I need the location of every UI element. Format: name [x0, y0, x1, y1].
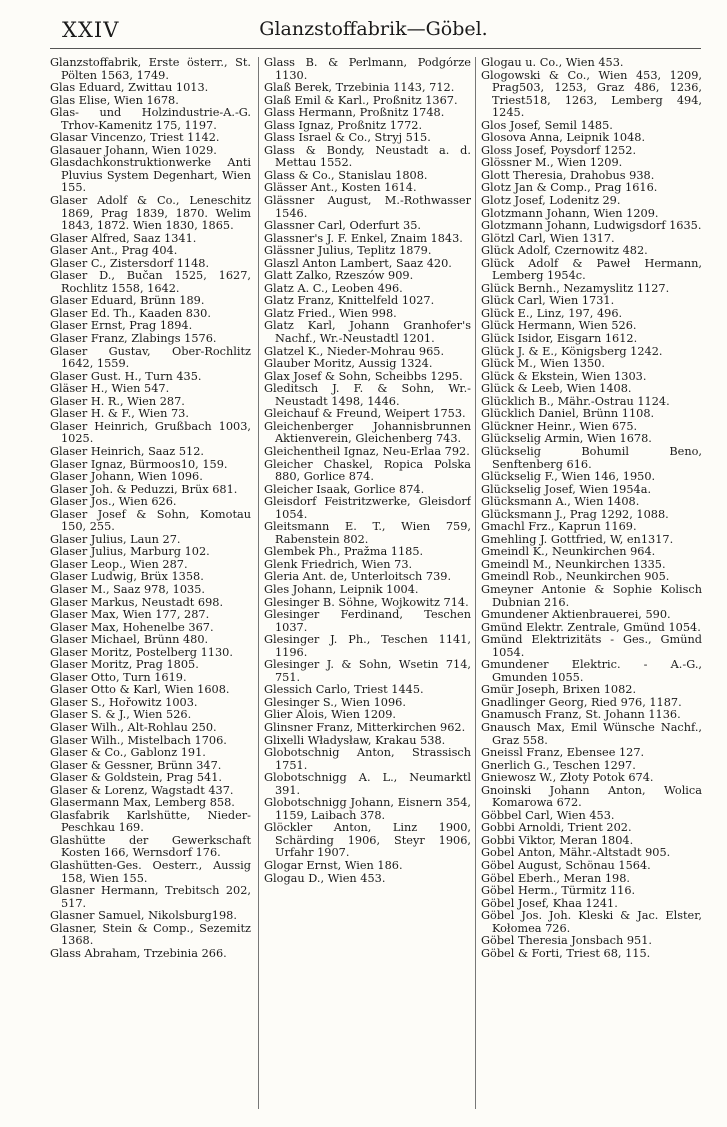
directory-entry: Glasner Samuel, Nikolsburg198.	[50, 909, 237, 923]
directory-entry: Glück Adolf, Czernowitz 482.	[481, 244, 648, 258]
directory-entry: Glückselig Bohumil Beno, Senftenberg 616.	[481, 444, 702, 471]
directory-entry: Glesinger B. Söhne, Wojkowitz 714.	[264, 595, 469, 609]
directory-entry: Glaser D., Bučan 1525, 1627, Rochlitz 1558, 1642.	[50, 269, 251, 295]
directory-entry: Glass Ignaz, Proßnitz 1772.	[264, 118, 423, 132]
directory-entry: Göbbel Carl, Wien 453.	[481, 808, 615, 822]
directory-entry: Gnausch Max, Emil Wünsche Nachf., Graz 558.	[481, 720, 702, 747]
directory-entry: Glaser S. & J., Wien 526.	[50, 708, 192, 722]
directory-entry: Glaser & Goldstein, Prag 541.	[50, 771, 222, 785]
directory-entry: Glaser Jos., Wien 626.	[50, 495, 177, 509]
column-3	[481, 57, 702, 1111]
directory-entry: Glasner, Stein & Comp., Sezemitz 1368.	[50, 921, 251, 948]
directory-entry: Glatzel K., Nieder-Mohrau 965.	[264, 344, 445, 358]
directory-entry: Glass B. & Perlmann, Podgórze 1130.	[264, 57, 471, 82]
directory-entry: Gniewosz W., Złoty Potok 674.	[481, 771, 654, 785]
directory-entry: Glaser Wilh., Alt-Rohlau 250.	[50, 720, 217, 734]
directory-entry: Glatt Zalko, Rzeszów 909.	[264, 269, 414, 283]
directory-entry: Glaser H. R., Wien 287.	[50, 394, 185, 408]
directory-entry: Glos Josef, Semil 1485.	[481, 118, 613, 132]
directory-entry: Glaser H. & F., Wien 73.	[50, 407, 189, 421]
directory-entry: Gmeyner Antonie & Sophie Kolisch Dubnian 216.	[481, 582, 702, 609]
directory-entry: Glasner Hermann, Trebitsch 202, 517.	[50, 884, 251, 910]
directory-entry: Gmundener Elektric. - A.-G., Gmunden 1055.	[481, 658, 702, 684]
directory-entry: Glaser & Lorenz, Wagstadt 437.	[50, 783, 234, 797]
directory-entry: Glasfabrik Karlshütte, Nieder-Peschkau 169.	[50, 808, 251, 835]
directory-entry: Glas Elise, Wien 1678.	[50, 93, 179, 107]
column-1	[50, 57, 251, 1111]
directory-entry: Glücklich Daniel, Brünn 1108.	[481, 407, 655, 421]
directory-entry: Glück J. & E., Königsberg 1242.	[481, 344, 663, 358]
directory-entry: Glesinger Ferdinand, Teschen 1037.	[264, 608, 471, 634]
directory-entry: Glaser Julius, Marburg 102.	[50, 545, 210, 559]
directory-entry: Glotzmann Johann, Ludwigsdorf 1635.	[481, 219, 702, 233]
directory-entry: Glässner August, M.-Rothwasser 1546.	[264, 194, 471, 220]
directory-entry: Glück & Leeb, Wien 1408.	[481, 382, 632, 396]
directory-entry: Glaser C., Zistersdorf 1148.	[50, 256, 210, 270]
directory-entry: Gmünd Elektrizitäts - Ges., Gmünd 1054.	[481, 633, 702, 659]
directory-entry: Glesinger J. & Sohn, Wsetin 714, 751.	[264, 658, 471, 684]
directory-entry: Gobbi Viktor, Meran 1804.	[481, 833, 634, 847]
directory-entry: Glaser Heinrich, Grußbach 1003, 1025.	[50, 419, 251, 446]
directory-entry: Glembek Ph., Pražma 1185.	[264, 545, 424, 559]
directory-entry: Glück & Ekstein, Wien 1303.	[481, 369, 647, 383]
page-header	[50, 14, 697, 44]
directory-entry: Glöckler Anton, Linz 1900, Schärding 1906, Steyr 1906, Urfahr 1907.	[264, 821, 471, 860]
directory-entry: Gleria Ant. de, Unterloitsch 739.	[264, 570, 452, 584]
directory-entry: Glaser Josef & Sohn, Komotau 150, 255.	[50, 507, 251, 534]
directory-entry: Gmeindl M., Neunkirchen 1335.	[481, 557, 666, 571]
directory-entry: Gmeindl Rob., Neunkirchen 905.	[481, 570, 670, 584]
directory-entry: Glotz Josef, Lodenitz 29.	[481, 194, 621, 208]
directory-entry: Gmür Joseph, Brixen 1082.	[481, 683, 637, 697]
directory-entry: Göbel Jos. Joh. Kleski & Jac. Elster, Kołomea 726.	[481, 909, 702, 935]
directory-entry: Glatz Franz, Knittelfeld 1027.	[264, 294, 435, 308]
directory-entry: Gmachl Frz., Kaprun 1169.	[481, 520, 637, 534]
directory-entry: Glaser Joh. & Peduzzi, Brüx 681.	[50, 482, 238, 496]
directory-entry: Glatz A. C., Leoben 496.	[264, 281, 403, 295]
directory-entry: Glaser Max, Wien 177, 287.	[50, 608, 210, 622]
directory-entry: Glas Eduard, Zwittau 1013.	[50, 81, 209, 95]
directory-entry: Göbel Eberh., Meran 198.	[481, 871, 630, 885]
directory-entry: Gnerlich G., Teschen 1297.	[481, 758, 636, 772]
directory-entry: Glogowski & Co., Wien 453, 1209, Prag503, 1253, Graz 486, 1236, Triest518, 1263, Lemberg 494, 1245.	[481, 68, 702, 120]
directory-entry: Globotschnig Anton, Strassisch 1751.	[264, 746, 471, 772]
directory-entry: Gmünd Elektr. Zentrale, Gmünd 1054.	[481, 620, 701, 634]
column-2	[264, 57, 471, 1111]
directory-entry: Gleditsch J. F. & Sohn, Wr.-Neustadt 1498, 1446.	[264, 382, 471, 408]
directory-entry: Gloss Josef, Poysdorf 1252.	[481, 143, 637, 157]
directory-entry: Glaser Michael, Brünn 480.	[50, 633, 209, 647]
directory-entry: Gleichenberger Johannisbrunnen Aktienverein, Gleichenberg 743.	[264, 419, 471, 446]
directory-entry: Glaser Johann, Wien 1096.	[50, 470, 203, 484]
directory-entry: Glatz Karl, Johann Granhofer's Nachf., Wr.-Neustadtl 1201.	[264, 319, 471, 346]
directory-entry: Glücklich B., Mähr.-Ostrau 1124.	[481, 394, 670, 408]
directory-entry: Glössner M., Wien 1209.	[481, 156, 623, 170]
directory-entry: Glotz Jan & Comp., Prag 1616.	[481, 181, 658, 195]
directory-entry: Glott Theresia, Drahobus 938.	[481, 168, 655, 182]
directory-entry: Glesinger J. Ph., Teschen 1141, 1196.	[264, 633, 471, 659]
directory-entry: Glückselig F., Wien 146, 1950.	[481, 470, 656, 484]
directory-entry: Glück M., Wien 1350.	[481, 357, 605, 371]
directory-entry: Gneissl Franz, Ebensee 127.	[481, 746, 645, 760]
directory-entry: Glässer Ant., Kosten 1614.	[264, 181, 417, 195]
directory-entry: Glaser Markus, Neustadt 698.	[50, 595, 224, 609]
directory-entry: Glücksmann A., Wien 1408.	[481, 495, 640, 509]
directory-entry: Glaser Otto & Karl, Wien 1608.	[50, 683, 230, 697]
directory-entry: Gnadlinger Georg, Ried 976, 1187.	[481, 695, 682, 709]
directory-entry: Glaser Julius, Laun 27.	[50, 532, 181, 546]
directory-entry: Globotschnigg Johann, Eisnern 354, 1159, Laibach 378.	[264, 796, 471, 822]
directory-entry: Glaser Gust. H., Turn 435.	[50, 369, 202, 383]
directory-entry: Glaser Ludwig, Brüx 1358.	[50, 570, 204, 584]
directory-entry: Glück Carl, Wien 1731.	[481, 294, 615, 308]
directory-entry: Glaser Moritz, Postelberg 1130.	[50, 645, 233, 659]
directory-entry: Glashütte der Gewerkschaft Kosten 166, Wernsdorf 176.	[50, 833, 251, 860]
directory-entry: Glinsner Franz, Mitterkirchen 962.	[264, 720, 466, 734]
directory-entry: Gleitsmann E. T., Wien 759, Rabenstein 802.	[264, 520, 471, 546]
directory-entry: Glückselig Armin, Wien 1678.	[481, 432, 652, 446]
directory-entry: Glass Hermann, Proßnitz 1748.	[264, 106, 445, 120]
running-title: Glanzstoffabrik—Göbel.	[259, 18, 488, 40]
directory-entry: Glax Josef & Sohn, Scheibbs 1295.	[264, 369, 463, 383]
directory-entry: Glatz Fried., Wien 998.	[264, 306, 397, 320]
directory-entry: Glasermann Max, Lemberg 858.	[50, 796, 235, 810]
directory-entry: Glässner Julius, Teplitz 1879.	[264, 244, 432, 258]
directory-entry: Glassner's J. F. Enkel, Znaim 1843.	[264, 231, 463, 245]
directory-entry: Glück E., Linz, 197, 496.	[481, 306, 623, 320]
directory-entry: Glaser & Gessner, Brünn 347.	[50, 758, 222, 772]
directory-entry: Glück Hermann, Wien 526.	[481, 319, 637, 333]
directory-entry: Glaser Ant., Prag 404.	[50, 244, 178, 258]
directory-entry: Glass Israel & Co., Stryj 515.	[264, 131, 431, 145]
directory-entry: Glück Adolf & Paweł Hermann, Lemberg 1954c.	[481, 256, 702, 283]
directory-entry: Glogau D., Wien 453.	[264, 871, 386, 885]
directory-entry: Glaser S., Hořowitz 1003.	[50, 695, 198, 709]
directory-entry: Glesinger S., Wien 1096.	[264, 695, 406, 709]
directory-entry: Glanzstoffabrik, Erste österr., St. Pölten 1563, 1749.	[50, 57, 251, 82]
directory-entry: Glaser Max, Hohenelbe 367.	[50, 620, 214, 634]
directory-entry: Glass Abraham, Trzebinia 266.	[50, 946, 227, 960]
directory-entry: Glaser M., Saaz 978, 1035.	[50, 582, 206, 596]
directory-entry: Glaser & Co., Gablonz 191.	[50, 746, 206, 760]
directory-entry: Globotschnigg A. L., Neumarktl 391.	[264, 771, 471, 797]
directory-entry: Glaser Ernst, Prag 1894.	[50, 319, 193, 333]
directory-entry: Glaser Wilh., Mistelbach 1706.	[50, 733, 227, 747]
directory-entry: Glogau u. Co., Wien 453.	[481, 57, 624, 69]
directory-entry: Glixelli Władysław, Krakau 538.	[264, 733, 446, 747]
directory-entry: Gobbi Arnoldi, Trient 202.	[481, 821, 632, 835]
directory-entry: Glashütten-Ges. Oesterr., Aussig 158, Wien 155.	[50, 859, 251, 885]
directory-entry: Glogar Ernst, Wien 186.	[264, 859, 403, 872]
directory-entry: Glier Alois, Wien 1209.	[264, 708, 397, 722]
directory-entry: Göbel August, Schönau 1564.	[481, 859, 651, 872]
directory-entry: Glaser Moritz, Prag 1805.	[50, 658, 199, 672]
directory-entry: Glenk Friedrich, Wien 73.	[264, 557, 413, 571]
directory-entry: Glückner Heinr., Wien 675.	[481, 419, 638, 433]
directory-entry: Gleichentheil Ignaz, Neu-Erlaa 792.	[264, 444, 470, 458]
directory-entry: Glaser Eduard, Brünn 189.	[50, 294, 205, 308]
directory-entry: Glass & Co., Stanislau 1808.	[264, 168, 428, 182]
column-divider	[475, 57, 476, 1109]
column-divider	[258, 57, 259, 1109]
directory-entry: Gleicher Isaak, Gorlice 874.	[264, 482, 425, 496]
directory-entry: Gmeindl K., Neunkirchen 964.	[481, 545, 656, 559]
directory-entry: Göbel & Forti, Triest 68, 115.	[481, 946, 651, 960]
directory-entry: Glas- und Holzindustrie-A.-G. Trhov-Kamenitz 175, 1197.	[50, 106, 251, 132]
directory-entry: Glaser Leop., Wien 287.	[50, 557, 188, 571]
directory-entry: Gobel Anton, Mähr.-Altstadt 905.	[481, 846, 671, 860]
directory-entry: Göbel Theresia Jonsbach 951.	[481, 934, 652, 948]
directory-entry: Glass & Bondy, Neustadt a. d. Mettau 1552.	[264, 143, 471, 170]
directory-entry: Glaser Gustav, Ober-Rochlitz 1642, 1559.	[50, 344, 251, 371]
directory-entry: Glaser Ignaz, Bürmoos10, 159.	[50, 457, 228, 471]
directory-entry: Glotzmann Johann, Wien 1209.	[481, 206, 659, 220]
directory-entry: Gleichauf & Freund, Weipert 1753.	[264, 407, 466, 421]
directory-entry: Gleisdorf Feistritzwerke, Gleisdorf 1054.	[264, 495, 471, 521]
directory-entry: Glauber Moritz, Aussig 1324.	[264, 357, 433, 371]
directory-entry: Glasauer Johann, Wien 1029.	[50, 143, 217, 157]
directory-entry: Glosova Anna, Leipnik 1048.	[481, 131, 646, 145]
directory-entry: Gles Johann, Leipnik 1004.	[264, 582, 419, 596]
directory-entry: Glaß Emil & Karl., Proßnitz 1367.	[264, 93, 458, 107]
directory-entry: Gleicher Chaskel, Ropica Polska 880, Gorlice 874.	[264, 457, 471, 484]
directory-entry: Glaser Heinrich, Saaz 512.	[50, 444, 204, 458]
directory-entry: Glasar Vincenzo, Triest 1142.	[50, 131, 220, 145]
directory-entry: Gmundener Aktienbrauerei, 590.	[481, 608, 671, 622]
directory-entry: Glaser Otto, Turn 1619.	[50, 670, 187, 684]
directory-entry: Göbel Herm., Türmitz 116.	[481, 884, 636, 898]
directory-entry: Glaser Franz, Zlabings 1576.	[50, 332, 217, 346]
directory-entry: Glaser Alfred, Saaz 1341.	[50, 231, 197, 245]
directory-entry: Gläser H., Wien 547.	[50, 382, 170, 396]
directory-entry: Glassner Carl, Oderfurt 35.	[264, 219, 422, 233]
header-rule	[50, 48, 701, 49]
directory-entry: Göbel Josef, Khaa 1241.	[481, 896, 618, 910]
directory-entry: Gmehling J. Gottfried, W, en1317.	[481, 532, 674, 546]
directory-entry: Glück Bernh., Nezamyslitz 1127.	[481, 281, 670, 295]
page-number: XXIV	[62, 18, 120, 42]
directory-entry: Glasdachkonstruktionwerke Anti Pluvius System Degenhart, Wien 155.	[50, 156, 251, 195]
directory-entry: Glückselig Josef, Wien 1954a.	[481, 482, 652, 496]
directory-entry: Glessich Carlo, Triest 1445.	[264, 683, 424, 697]
directory-entry: Glück Isidor, Eisgarn 1612.	[481, 332, 638, 346]
directory-entry: Gnoinski Johann Anton, Wolica Komarowa 672.	[481, 783, 702, 810]
directory-entry: Glaser Ed. Th., Kaaden 830.	[50, 306, 211, 320]
directory-entry: Glötzl Carl, Wien 1317.	[481, 231, 615, 245]
directory-entry: Glaß Berek, Trzebinia 1143, 712.	[264, 81, 455, 95]
directory-entry: Gnamusch Franz, St. Johann 1136.	[481, 708, 681, 722]
directory-entry: Glaszl Anton Lambert, Saaz 420.	[264, 256, 452, 270]
directory-entry: Glücksmann J., Prag 1292, 1088.	[481, 507, 669, 521]
directory-entry: Glaser Adolf & Co., Leneschitz 1869, Prag 1839, 1870. Welim 1843, 1872. Wien 1830, 1865.	[50, 194, 251, 233]
